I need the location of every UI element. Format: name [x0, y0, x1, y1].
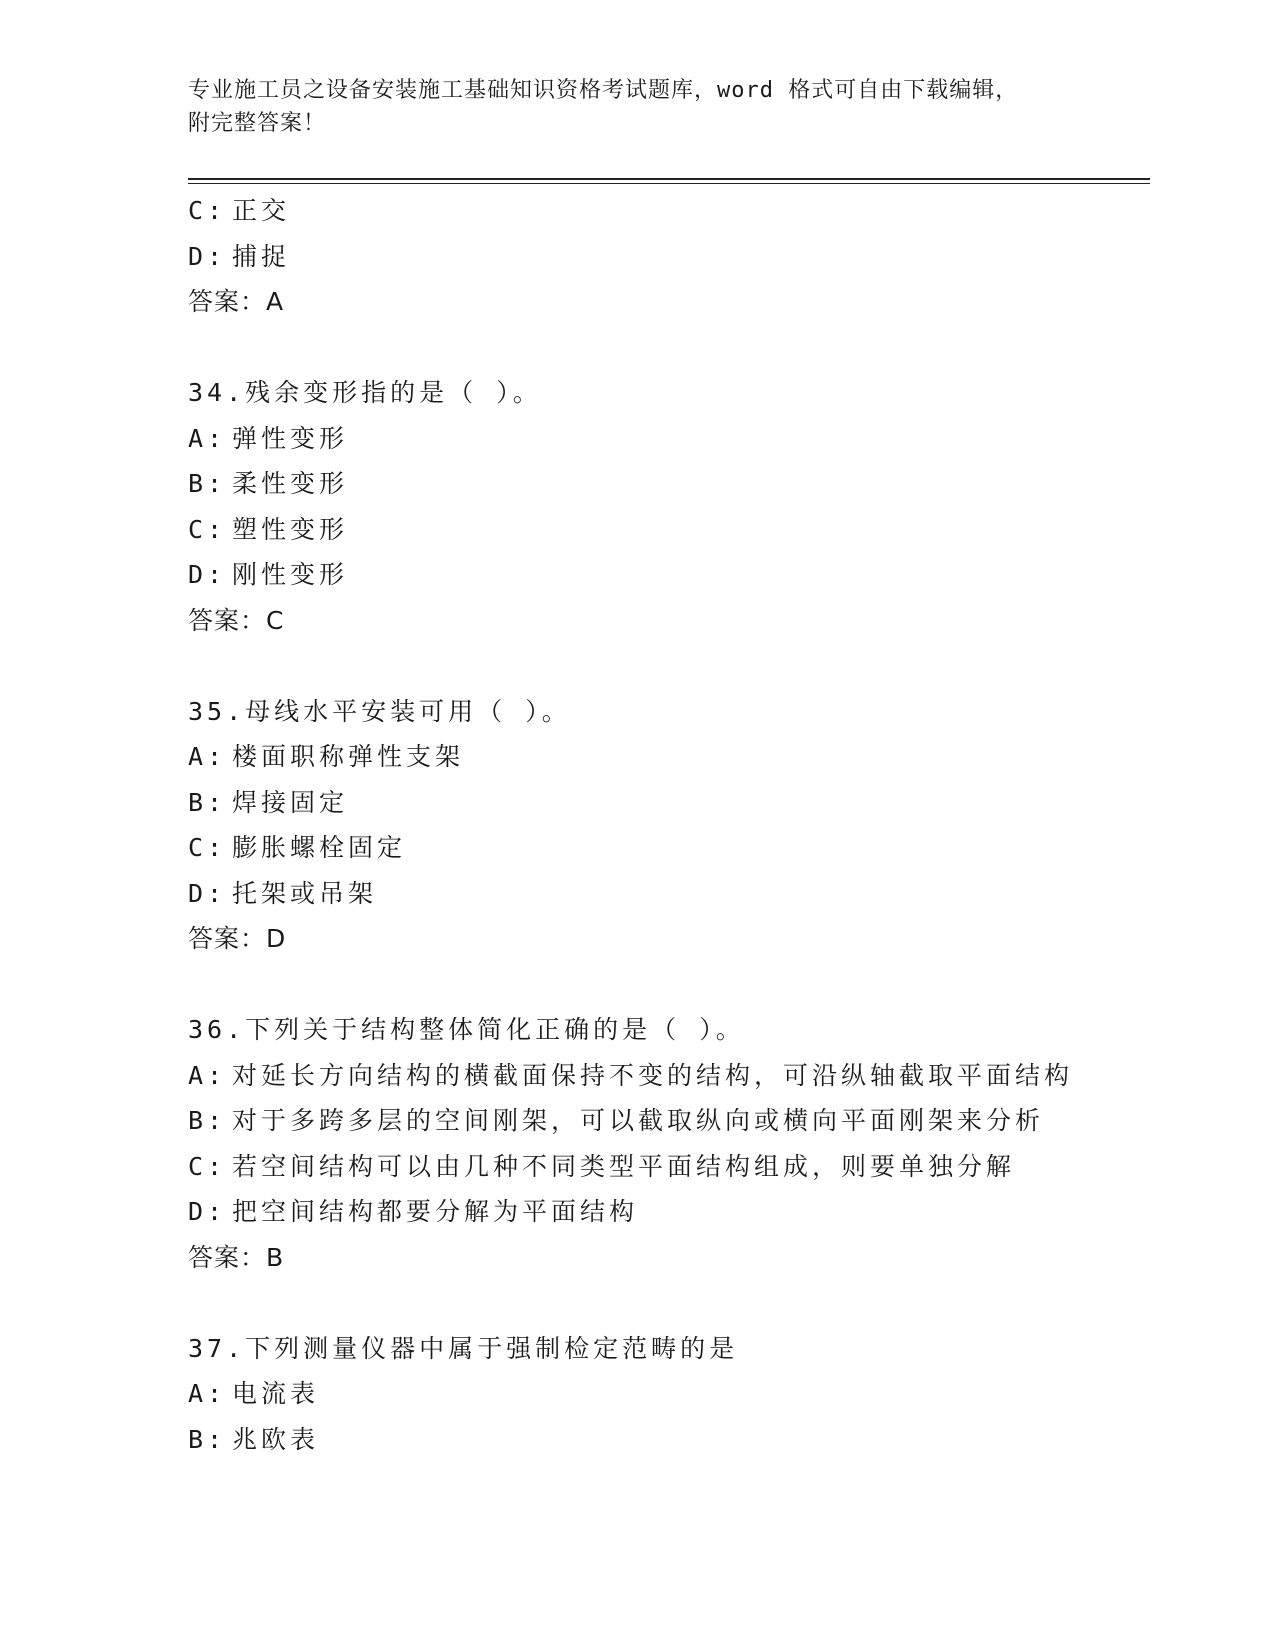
option-text: 焊接固定: [232, 787, 349, 817]
option-key: B:: [188, 787, 227, 817]
option-d: [188, 552, 1148, 598]
question-continued: [188, 188, 1148, 325]
option-c: [188, 1144, 1148, 1190]
question-stem: 37.下列测量仪器中属于强制检定范畴的是: [188, 1333, 739, 1363]
option-text: 电流表: [232, 1379, 320, 1408]
option-b: [188, 780, 1148, 826]
header-divider: [188, 178, 1150, 180]
option-text: 把空间结构都要分解为平面结构: [232, 1197, 639, 1226]
option-key: C:: [188, 1151, 227, 1181]
option-text: 楼面职称弹性支架: [232, 742, 465, 771]
option-key: D:: [188, 560, 227, 589]
option-a: [188, 734, 1148, 780]
header-divider-thin: [188, 183, 1150, 184]
option-text: 刚性变形: [232, 560, 349, 589]
option-a: [188, 416, 1148, 462]
option-key: C:: [188, 196, 227, 225]
option-c: [188, 188, 1148, 234]
option-key: D:: [188, 1197, 227, 1226]
spacer: [188, 962, 1148, 1008]
question-36: [188, 1007, 1148, 1280]
document-header: [188, 74, 1088, 140]
option-a: [188, 1371, 1148, 1417]
option-key: D:: [188, 241, 227, 271]
option-b: [188, 1417, 1148, 1463]
option-key: B:: [188, 469, 227, 498]
option-key: D:: [188, 878, 227, 908]
option-text: 捕捉: [232, 241, 291, 271]
spacer: [188, 1280, 1148, 1326]
option-b: [188, 461, 1148, 507]
option-text: 正交: [232, 196, 291, 225]
option-b: [188, 1098, 1148, 1144]
question-34: [188, 370, 1148, 643]
option-text: 膨胀螺栓固定: [232, 833, 407, 862]
option-key: A:: [188, 1060, 227, 1090]
option-key: C:: [188, 514, 227, 544]
option-text: 兆欧表: [232, 1424, 320, 1454]
option-c: [188, 507, 1148, 553]
option-key: C:: [188, 833, 227, 862]
option-key: B:: [188, 1424, 227, 1454]
option-key: B:: [188, 1106, 227, 1135]
question-35: [188, 689, 1148, 962]
option-c: [188, 825, 1148, 871]
option-text: 对延长方向结构的横截面保持不变的结构，可沿纵轴截取平面结构: [232, 1060, 1074, 1090]
option-key: A:: [188, 742, 227, 771]
question-stem: 34.残余变形指的是（ ）。: [188, 378, 542, 407]
option-text: 弹性变形: [232, 423, 349, 453]
option-a: [188, 1053, 1148, 1099]
option-text: 塑性变形: [232, 514, 349, 544]
option-text: 若空间结构可以由几种不同类型平面结构组成，则要单独分解: [232, 1151, 1016, 1181]
spacer: [188, 325, 1148, 371]
answer-line: 答案：C: [188, 605, 285, 635]
question-37: [188, 1326, 1148, 1463]
header-line-2: 附完整答案！: [188, 111, 327, 136]
spacer: [188, 643, 1148, 689]
option-text: 柔性变形: [232, 469, 349, 498]
option-key: A:: [188, 1379, 227, 1408]
option-text: 托架或吊架: [232, 878, 378, 908]
option-key: A:: [188, 423, 227, 453]
header-line-1: 专业施工员之设备安装施工基础知识资格考试题库，word 格式可自由下载编辑，: [188, 78, 1019, 103]
option-d: [188, 234, 1148, 280]
document-body: [188, 188, 1148, 1462]
question-stem: 35.母线水平安装可用（ ）。: [188, 696, 571, 726]
answer-line: 答案：D: [188, 924, 287, 953]
answer-line: 答案：B: [188, 1242, 285, 1272]
question-stem: 36.下列关于结构整体简化正确的是（ ）。: [188, 1015, 745, 1044]
option-d: [188, 871, 1148, 917]
answer-line: 答案：A: [188, 287, 285, 316]
option-text: 对于多跨多层的空间刚架，可以截取纵向或横向平面刚架来分析: [232, 1106, 1045, 1135]
option-d: [188, 1189, 1148, 1235]
